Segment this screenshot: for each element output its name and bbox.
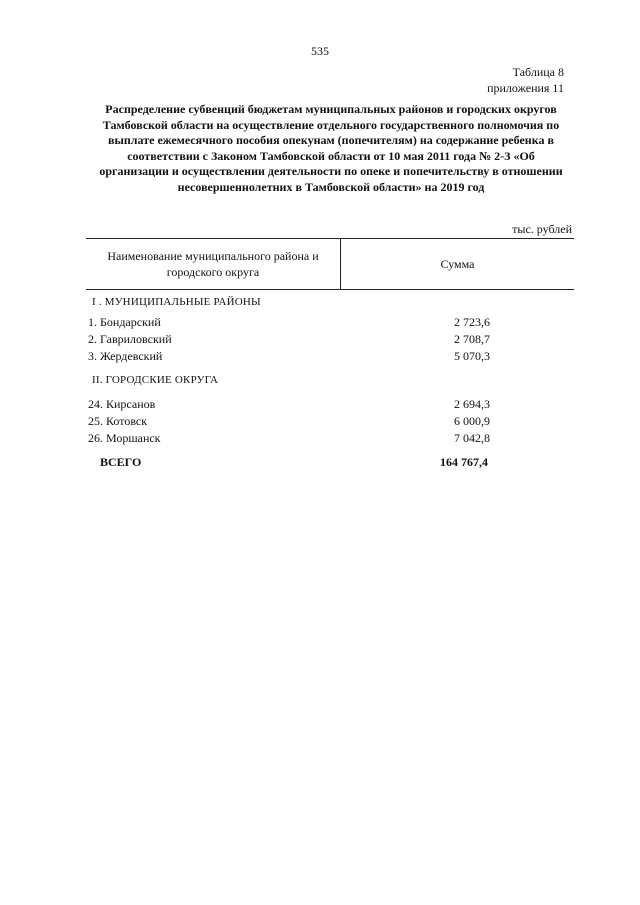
table-row — [86, 413, 574, 430]
row-name: 24. Кирсанов — [88, 397, 156, 411]
table-row — [86, 331, 574, 348]
row-value: 5 070,3 — [454, 349, 490, 363]
header-name: Наименование муниципального района и городского округа — [86, 239, 341, 289]
row-name: 1. Бондарский — [88, 315, 161, 329]
total-value: 164 767,4 — [440, 455, 488, 469]
table-caption — [487, 64, 564, 96]
row-value: 2 708,7 — [454, 332, 490, 346]
row-name: 2. Гавриловский — [88, 332, 172, 346]
row-value: 2 694,3 — [454, 397, 490, 411]
caption-table-number: Таблица 8 — [512, 65, 564, 79]
caption-appendix: приложения 11 — [487, 81, 564, 95]
table-row — [86, 314, 574, 331]
row-name: 3. Жердевский — [88, 349, 163, 363]
cities-list — [86, 396, 574, 447]
total-label: ВСЕГО — [100, 455, 142, 469]
total-row — [86, 453, 574, 471]
subsidy-table — [86, 238, 574, 471]
units-label: тыс. рублей — [512, 222, 572, 236]
page-number: 535 — [311, 44, 329, 58]
header-sum: Сумма — [440, 256, 475, 271]
row-value: 2 723,6 — [454, 315, 490, 329]
section-title-districts: I . МУНИЦИПАЛЬНЫЕ РАЙОНЫ — [92, 296, 261, 308]
table-row — [86, 396, 574, 413]
row-value: 7 042,8 — [454, 431, 490, 445]
table-row — [86, 430, 574, 447]
districts-list — [86, 314, 574, 365]
row-value: 6 000,9 — [454, 414, 490, 428]
table-row — [86, 348, 574, 365]
section-title-cities: II. ГОРОДСКИЕ ОКРУГА — [92, 374, 219, 386]
row-name: 25. Котовск — [88, 414, 148, 428]
table-header — [86, 238, 574, 290]
document-title: Распределение субвенций бюджетам муниципальных районов и городских округов Тамбовской области на осуществление отдельного государственного полномочия по выплате ежемесячного пособия опекунам (попечителям) на содержание ребенка в соответствии с Законом Тамбовской области от 10 мая 2011 года № 2-З «Об организации и осуществлении деятельности по опеке и попечительству в отношении несовершеннолетних в Тамбовской области» на 2019 год — [99, 102, 563, 194]
row-name: 26. Моршанск — [88, 431, 161, 445]
